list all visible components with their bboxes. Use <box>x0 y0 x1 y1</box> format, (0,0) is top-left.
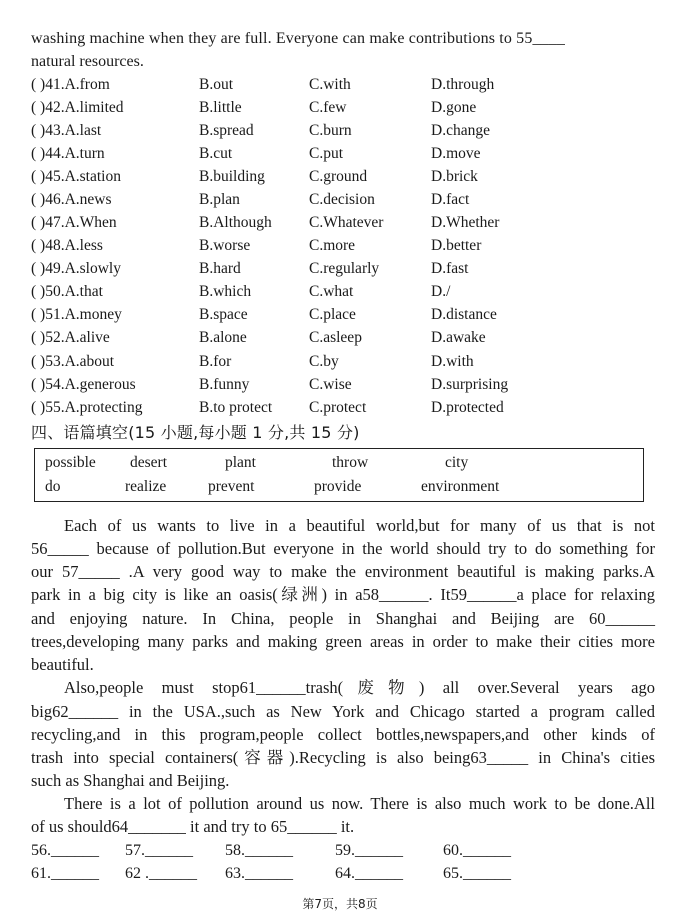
option-b: B.funny <box>199 376 250 393</box>
question-41 <box>31 75 651 95</box>
word-bank-item: desert <box>130 454 168 471</box>
option-d: D.fact <box>431 191 470 208</box>
question-stem: ( )52.A.alive <box>31 329 110 346</box>
option-c: C.more <box>309 237 356 254</box>
word-bank-item: plant <box>225 454 256 471</box>
option-d: D.surprising <box>431 376 509 393</box>
option-c: C.few <box>309 99 347 116</box>
question-53 <box>31 352 651 372</box>
passage-line: big62______ in the USA.,such as New York and Chicago started a program called <box>31 702 655 721</box>
option-c: C.with <box>309 76 351 93</box>
option-b: B.for <box>199 353 232 370</box>
word-bank-row <box>35 476 643 498</box>
question-43 <box>31 121 651 141</box>
option-b: B.building <box>199 168 265 185</box>
option-b: B.plan <box>199 191 240 208</box>
question-stem: ( )49.A.slowly <box>31 260 121 277</box>
question-stem: ( )47.A.When <box>31 214 117 231</box>
option-d: D./ <box>431 283 451 300</box>
word-bank-item: city <box>445 454 469 471</box>
option-b: B.out <box>199 76 234 93</box>
option-d: D.with <box>431 353 474 370</box>
question-48 <box>31 236 651 256</box>
page-footer: 第7页，共8页 <box>302 897 378 911</box>
option-c: C.place <box>309 306 356 323</box>
answer-blank[interactable]: 65.______ <box>443 865 511 882</box>
option-c: C.burn <box>309 122 352 139</box>
answer-row <box>31 840 651 862</box>
passage-line: Each of us wants to live in a beautiful world,but for many of us that is not <box>64 516 655 535</box>
option-d: D.brick <box>431 168 478 185</box>
word-bank-box <box>34 448 644 502</box>
word-bank-item: do <box>45 478 61 495</box>
option-c: C.Whatever <box>309 214 384 231</box>
question-44 <box>31 144 651 164</box>
question-42 <box>31 98 651 118</box>
question-stem: ( )46.A.news <box>31 191 112 208</box>
passage-line: trash into special containers(容器).Recycling is also being63_____ in China's cities <box>31 748 655 767</box>
question-49 <box>31 259 651 279</box>
question-46 <box>31 190 651 210</box>
option-c: C.decision <box>309 191 375 208</box>
passage-line: park in a big city is like an oasis(绿洲) in a58______. It59______a place for relaxing <box>31 585 655 604</box>
question-stem: ( )43.A.last <box>31 122 102 139</box>
answer-blank[interactable]: 63.______ <box>225 865 293 882</box>
question-stem: ( )45.A.station <box>31 168 121 185</box>
option-b: B.cut <box>199 145 233 162</box>
question-50 <box>31 282 651 302</box>
word-bank-item: throw <box>332 454 369 471</box>
question-stem: ( )51.A.money <box>31 306 122 323</box>
passage-line: our 57_____ .A very good way to make the environment beautiful is making parks.A <box>31 562 655 581</box>
answer-blank[interactable]: 60.______ <box>443 842 511 859</box>
option-b: B.to protect <box>199 399 273 416</box>
option-b: B.spread <box>199 122 254 139</box>
passage-line: and enjoying nature. In China, people in Shanghai and Beijing are 60______ <box>31 609 655 628</box>
word-bank-item: possible <box>45 454 96 471</box>
passage-line: of us should64_______ it and try to 65______ it. <box>31 817 355 836</box>
option-c: C.wise <box>309 376 352 393</box>
question-47 <box>31 213 651 233</box>
passage-line: 56_____ because of pollution.But everyone in the world should try to do something for <box>31 539 655 558</box>
word-bank-item: realize <box>125 478 167 495</box>
question-stem: ( )55.A.protecting <box>31 399 143 416</box>
option-b: B.alone <box>199 329 247 346</box>
option-b: B.worse <box>199 237 251 254</box>
answer-blank[interactable]: 58.______ <box>225 842 293 859</box>
option-d: D.better <box>431 237 482 254</box>
word-bank-item: provide <box>314 478 362 495</box>
answer-blank[interactable]: 57.______ <box>125 842 193 859</box>
section-title: 四、语篇填空(15 小题,每小题 1 分,共 15 分) <box>31 423 360 442</box>
passage-line: such as Shanghai and Beijing. <box>31 771 230 790</box>
passage-line: recycling,and in this program,people collect bottles,newspapers,and other kinds of <box>31 725 655 744</box>
question-52 <box>31 328 651 348</box>
question-stem: ( )54.A.generous <box>31 376 136 393</box>
option-c: C.asleep <box>309 329 362 346</box>
passage-line: trees,developing many parks and making green areas in order to make their cities more <box>31 632 655 651</box>
option-c: C.by <box>309 353 339 370</box>
answer-blank[interactable]: 56.______ <box>31 842 99 859</box>
answer-blank[interactable]: 62 .______ <box>125 865 197 882</box>
passage-line: Also,people must stop61______trash(废物) all over.Several years ago <box>64 678 655 697</box>
question-51 <box>31 305 651 325</box>
passage-line: beautiful. <box>31 655 94 674</box>
question-55 <box>31 398 651 418</box>
answer-blank[interactable]: 59.______ <box>335 842 403 859</box>
word-bank-row <box>35 452 643 474</box>
question-stem: ( )53.A.about <box>31 353 115 370</box>
answer-row <box>31 863 651 885</box>
option-c: C.ground <box>309 168 368 185</box>
option-c: C.protect <box>309 399 367 416</box>
option-d: D.move <box>431 145 481 162</box>
answer-blank[interactable]: 64.______ <box>335 865 403 882</box>
question-54 <box>31 375 651 395</box>
option-b: B.hard <box>199 260 241 277</box>
option-d: D.awake <box>431 329 486 346</box>
word-bank-item: environment <box>421 478 500 495</box>
option-b: B.Although <box>199 214 272 231</box>
option-d: D.distance <box>431 306 497 323</box>
passage-line: There is a lot of pollution around us now. There is also much work to be done.All <box>64 794 655 813</box>
option-d: D.through <box>431 76 495 93</box>
option-d: D.Whether <box>431 214 500 231</box>
option-d: D.fast <box>431 260 469 277</box>
option-c: C.what <box>309 283 354 300</box>
question-stem: ( )44.A.turn <box>31 145 105 162</box>
question-stem: ( )48.A.less <box>31 237 103 254</box>
option-d: D.protected <box>431 399 504 416</box>
top-line-2: natural resources. <box>31 53 144 70</box>
option-c: C.regularly <box>309 260 380 277</box>
word-bank-item: prevent <box>208 478 255 495</box>
question-stem: ( )41.A.from <box>31 76 110 93</box>
option-d: D.gone <box>431 99 477 116</box>
option-c: C.put <box>309 145 344 162</box>
option-b: B.which <box>199 283 252 300</box>
question-45 <box>31 167 651 187</box>
top-line-1: washing machine when they are full. Everyone can make contributions to 55____ <box>31 30 566 47</box>
option-b: B.space <box>199 306 248 323</box>
question-stem: ( )42.A.limited <box>31 99 124 116</box>
option-b: B.little <box>199 99 242 116</box>
answer-blank[interactable]: 61.______ <box>31 865 99 882</box>
option-d: D.change <box>431 122 490 139</box>
question-stem: ( )50.A.that <box>31 283 103 300</box>
